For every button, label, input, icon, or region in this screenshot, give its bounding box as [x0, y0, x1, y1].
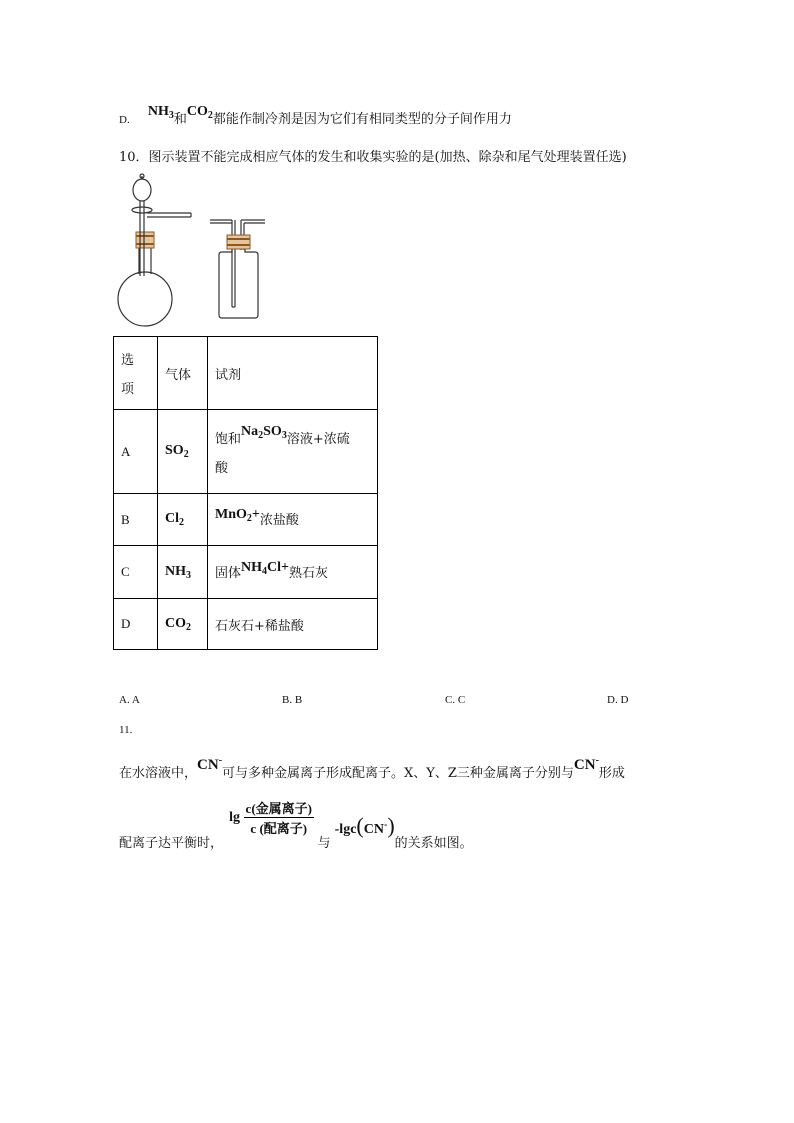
- row-option: B: [114, 494, 158, 546]
- row-gas: $Cl_2$: [158, 494, 208, 546]
- table-row: [114, 494, 378, 546]
- separatory-funnel: [132, 174, 152, 276]
- row-reagent: 石灰石+稀盐酸: [208, 599, 378, 650]
- chem-formula: $NH_3$: [147, 104, 174, 121]
- table-row: [114, 546, 378, 599]
- choice-b: B. B: [282, 694, 303, 706]
- apparatus-illustration: [115, 172, 275, 332]
- question-10-stem: 10．图示装置不能完成相应气体的发生和收集实验的是(加热、除杂和尾气处理装置任选): [119, 150, 627, 165]
- question-11-number: 11.: [119, 724, 133, 736]
- chem-formula: $CO_2$: [186, 104, 213, 121]
- choice-a: A. A: [119, 694, 140, 706]
- row-gas: $CO_2$: [158, 599, 208, 650]
- option-label: D.: [119, 114, 130, 126]
- table-row: [114, 410, 378, 494]
- conjunction: 和: [173, 112, 187, 127]
- row-reagent: MnO$_2$+浓盐酸: [208, 494, 378, 546]
- options-table: [113, 336, 378, 650]
- flask-stopper: [136, 232, 154, 248]
- table-header-row: [114, 337, 378, 410]
- round-flask: [118, 246, 172, 326]
- header-gas: 气体: [158, 337, 208, 410]
- header-reagent: 试剂: [208, 337, 378, 410]
- table-row: [114, 599, 378, 650]
- q9-option-d: [119, 104, 512, 129]
- question-11-line1: 在水溶液中，CN-可与多种金属离子形成配离子。X、Y、Z三种金属离子分别与CN-形成: [119, 755, 625, 781]
- row-reagent: 固体$NH_4Cl+$熟石灰: [208, 546, 378, 599]
- delivery-tube: [147, 213, 191, 217]
- neg-lgc-expression: -lgc(CN-): [334, 812, 395, 838]
- row-gas: $NH_3$: [158, 546, 208, 599]
- row-gas: $SO_2$: [158, 410, 208, 494]
- row-option: D: [114, 599, 158, 650]
- choice-c: C. C: [445, 694, 466, 706]
- question-11-line2: 配离子达平衡时， lg $\frac{\text{c(金属离子)}}{\text{c (配离子)}}$ 与 -lgc(CN-)的关系如图。: [119, 798, 473, 837]
- bottle-stopper: [227, 235, 250, 249]
- option-text: 都能作制冷剂是因为它们有相同类型的分子间作用力: [212, 112, 512, 127]
- lg-expression: lg $\frac{\text{c(金属离子)}}{\text{c (配离子)}}$: [229, 810, 317, 825]
- row-reagent: 饱和$Na_2SO_3$溶液+浓硫 酸: [208, 410, 378, 494]
- row-option: C: [114, 546, 158, 599]
- row-option: A: [114, 410, 158, 494]
- header-option: 选 项: [114, 337, 158, 410]
- choice-d: D. D: [607, 694, 629, 706]
